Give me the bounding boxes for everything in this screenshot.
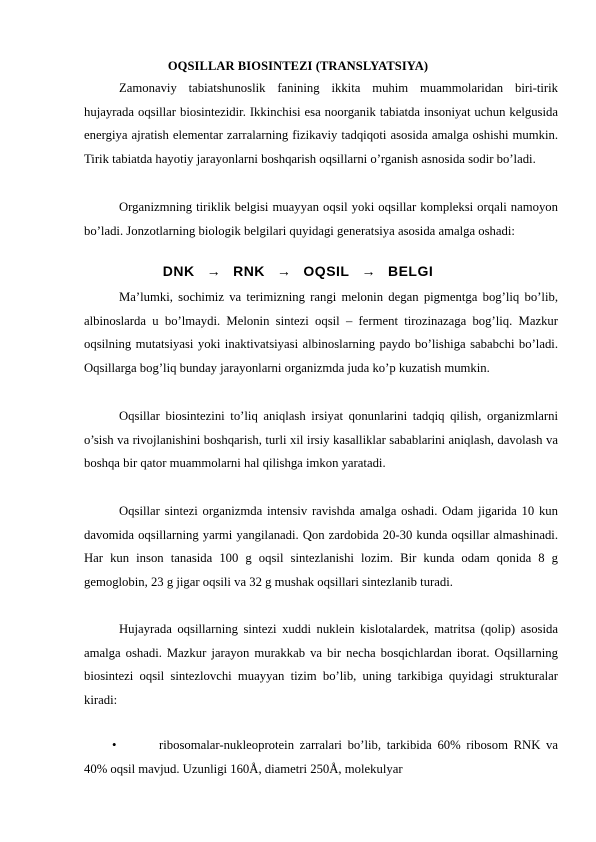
document-title: OQSILLAR BIOSINTEZI (TRANSLYATSIYA) — [167, 59, 429, 73]
arrow-icon: → — [206, 263, 222, 279]
formula-dnk: DNK — [162, 263, 195, 279]
arrow-icon: → — [361, 263, 376, 279]
paragraph-5: Oqsillar sintezi organizmda intensiv ravishda amalga oshadi. Odam jigarida 10 kun davomida oqsillarning yarmi yangilanadi. Qon zardobida 20-30 kunda oqsillar almashinadi. Har kun inson tanasida 100 g oqsil sintezlanishi lozim. Bir kunda odam qonida 8 g gemoglobin, 23 g jigar oqsili va 32 g mushak oqsillari sintezlanib turadi. — [84, 504, 558, 589]
paragraph-4: Oqsillar biosintezini to’liq aniqlash irsiyat qonunlarini tadqiq qilish, organizmlarni o’sish va rivojlanishini boshqarish, turli xil irsiy kasalliklar sabablarini aniqlash, davolash va boshqa bir qator muammolarni hal qilishga imkon yaratadi. — [84, 409, 558, 471]
bullet-item — [84, 734, 558, 781]
formula-rnk: RNK — [233, 263, 265, 279]
bullet-icon: • — [112, 738, 117, 752]
generation-formula — [0, 263, 596, 279]
paragraph-3: Ma’lumki, sochimiz va terimizning rangi melonin degan pigmentga bog’liq bo’lib, albinoslarda u bo’lmaydi. Melonin sintezi oqsil – ferment tirozinazaga bog’liq. Mazkur oqsilning mutatsiyasi yoki inaktivatsiyasi albinoslarning paydo bo’lishiga sababchi bo’ladi. Oqsillarga bog’liq bunday jarayonlarni organizmda juda ko’p kuzatish mumkin. — [84, 290, 558, 375]
formula-belgi: BELGI — [387, 263, 434, 279]
bullet-text: ribosomalar-nukleoprotein zarralari bo’lib, tarkibida 60% ribosom RNK va 40% oqsil mavjud. Uzunligi 160Å, diametri 250Å, molekulyar — [84, 738, 558, 776]
paragraph-1: Zamonaviy tabiatshunoslik fanining ikkita muhim muammolaridan biri-tirik hujayrada oqsillar biosintezidir. Ikkinchisi esa noorganik tabiatda insoniyat uchun kelgusida energiya ajratish elementar zarralarning fizikaviy tadqiqoti asosida amalga oshishi mumkin. Tirik tabiatda hayotiy jarayonlarni boshqarish oqsillarni o’rganish asnosida sodir bo’ladi. — [84, 81, 558, 166]
formula-oqsil: OQSIL — [303, 263, 350, 279]
arrow-icon: → — [276, 263, 292, 279]
paragraph-6: Hujayrada oqsillarning sintezi xuddi nuklein kislotalardek, matritsa (qolip) asosida amalga oshadi. Mazkur jarayon murakkab va bir necha bosqichlardan iborat. Oqsillarning biosintezi oqsil sintezlovchi muayyan tizim bo’lib, uning tarkibiga quyidagi strukturalar kiradi: — [84, 622, 558, 707]
paragraph-2: Organizmning tiriklik belgisi muayyan oqsil yoki oqsillar kompleksi orqali namoyon bo’ladi. Jonzotlarning biologik belgilari quyidagi generatsiya asosida amalga oshadi: — [84, 200, 558, 238]
